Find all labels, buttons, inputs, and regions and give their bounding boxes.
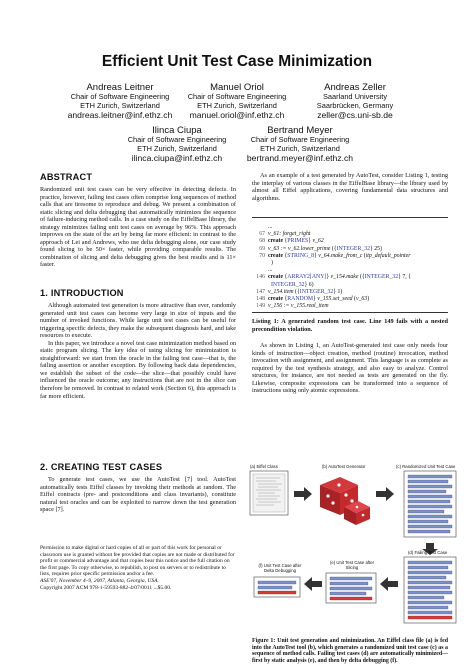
author-location: ETH Zurich, Switzerland [137, 143, 217, 153]
author-block-ciupa [120, 125, 234, 163]
copyright-footnote [40, 545, 236, 591]
arrow-b-to-c [376, 487, 394, 501]
creating-tests-text [40, 476, 236, 514]
figure-1 [248, 463, 460, 633]
conference-notice: ASE'07, November 4–9, 2007, Atlanta, Georgia, USA. [40, 577, 159, 584]
author-block-oriol [180, 82, 294, 120]
arrow-a-to-b [294, 487, 312, 501]
author-email[interactable]: andreas.leitner@inf.ethz.ch [67, 110, 173, 121]
abstract-paragraph: Randomized unit test cases can be very effective in detecting defects. In practice, however, failing test cases often comprise long sequences of method calls that are tiresome to reproduce and debug. We present a combination of static slicing and delta debugging that automatically minimizes the sequence of failure-inducing method calls. In a case study on the EiffelBase library, the strategy minimizes failing unit test cases on average by 96%. This approach improves on the state of the art by being far more efficient: in contrast to the approach of Lei and Andrews, who use delta debugging alone, our case study found slicing to be 50× faster, while providing comparable results. The combination of slicing and delta debugging gives the best results and is 11× faster. [40, 186, 236, 269]
right-intro-text [252, 172, 448, 202]
panel-b-label: (b) AutoTest Generator [322, 464, 366, 469]
author-affiliation: Chair of Software Engineering [250, 135, 350, 144]
code-line: 149 v_156 := v_155.real_item [256, 303, 329, 310]
example-paragraph: As an example of a test generated by AutoTest, consider Listing 1, testing the interplay of various classes in the EiffelBase library—the library used by almost all Eiffel applications, covering fundamental data structures and algorithms. [252, 172, 448, 202]
author-block-leitner [60, 82, 180, 120]
code-line: 148 create {RANDOM} v_155.set_seed (v_63) [256, 296, 370, 303]
code-line: 69 v_63 := v_62.lower_prime ({INTEGER_32} 25) [259, 245, 382, 252]
author-name: Andreas Leitner [86, 82, 154, 93]
arrow-d-to-e [380, 577, 398, 591]
code-line: 68 create {PRIMES} v_62 [259, 238, 324, 245]
right-body-text [252, 342, 448, 395]
listing-top-rule [252, 217, 448, 218]
author-name: Ilinca Ciupa [152, 125, 202, 136]
author-email[interactable]: zeller@cs.uni-sb.de [317, 110, 393, 121]
section-introduction-heading: 1. INTRODUCTION [40, 288, 124, 298]
eiffel-class-panel [250, 471, 288, 515]
author-affiliation: Chair of Software Engineering [187, 92, 287, 101]
author-email[interactable]: bertrand.meyer@inf.ethz.ch [246, 153, 354, 164]
permission-notice: Permission to make digital or hard copies of all or part of this work for personal or classroom use is granted without fee provided that copies are not made or distributed for profit or commercial advantage and that copies bear this notice and the full citation on the first page. To copy otherwise, to republish, to post on servers or to redistribute to lists, requires prior specific permission and/or a fee. [40, 545, 235, 578]
sliced-test-panel [326, 573, 376, 603]
author-name: Bertrand Meyer [267, 125, 333, 136]
creating-tests-paragraph: To generate test cases, we use the AutoTest [7] tool. AutoTest automatically tests Eiffel classes by invoking their methods at random. The Eiffel contracts (pre- and postconditions and class invariants), constitute natural test oracles and can be exploited to narrow down the test generation space [7]. [40, 476, 236, 514]
panel-e-label: (e) Unit Test Case after Slicing [329, 560, 375, 570]
abstract-heading: ABSTRACT [40, 172, 93, 182]
author-email[interactable]: manuel.oriol@inf.ethz.ch [189, 110, 285, 121]
arrow-e-to-f [304, 577, 322, 591]
code-line: 146 create {ARRAY2[ANY]} v_154.make ({INTEGER_32} 7, { [256, 274, 411, 281]
randomized-test-panel [404, 471, 456, 537]
author-location: ETH Zurich, Switzerland [260, 143, 340, 153]
code-line: ) [271, 260, 273, 267]
panel-f-label: (f) Unit Test Case after Delta Debugging [258, 563, 302, 573]
listing-1-code [255, 224, 451, 310]
author-location: Saarbrücken, Germany [316, 100, 394, 110]
section-creating-tests-heading: 2. CREATING TEST CASES [40, 462, 163, 472]
autotest-dice-panel [320, 477, 370, 525]
code-ellipsis: ... [268, 224, 273, 230]
code-line: INTEGER_32} 6) [271, 281, 314, 288]
listing-bottom-rule [252, 312, 448, 313]
panel-a-label: (a) Eiffel Class [250, 464, 278, 469]
figure-1-caption: Figure 1: Unit test generation and minimization. An Eiffel class file (a) is fed into the AutoTest tool (b), which generates a randomized unit test case (c) as a sequence of method calls. Failing test cases (d) are automatically minimized—first by static analysis (e), and then by delta debugging (f). [252, 638, 448, 664]
code-line: 70 create {STRING_8} v_64.make_from_c (itp_default_pointer [259, 252, 411, 259]
listing-caption: Listing 1: A generated random test case. Line 149 fails with a nested precondition violation. [252, 318, 448, 333]
author-location: ETH Zurich, Switzerland [197, 100, 277, 110]
author-block-zeller [296, 82, 414, 120]
introduction-text [40, 302, 236, 400]
author-name: Andreas Zeller [324, 82, 386, 93]
author-block-meyer [240, 125, 360, 163]
code-ellipsis: ... [268, 267, 273, 274]
panel-d-label: (d) Failing Test Case [408, 550, 448, 555]
author-affiliation: Chair of Software Engineering [70, 92, 170, 101]
abstract-text [40, 186, 236, 269]
figure-1-diagram [248, 463, 460, 633]
introduction-paragraph: In this paper, we introduce a novel test case minimization method based on static program slicing. The key idea of using slicing for minimization is straightforward: we start from the oracle in the failing test case—that is, the failing assertion or another exception. By following back data dependencies, we establish the subset of the code—the slice—that possibly could have influenced the oracle outcome; any instructions that are not in the slice can therefore be removed. In contrast to related work (Section 6), this approach is far more efficient. [40, 339, 236, 400]
paper-title: Efficient Unit Test Case Minimization [101, 53, 373, 70]
failing-test-panel [404, 557, 456, 623]
panel-c-label: (c) Randomized Unit Test Case [396, 464, 456, 469]
instruction-kinds-paragraph: As shown in Listing 1, an AutoTest-generated test case only needs four kinds of instruction—object creation, method (routine) invocation, method invocation with assignment, and assignment. This language is as complete as required by the test synthesis strategy, and also easy to analyze. Control structures, for instance, are not needed as tests are generated on the fly. Likewise, composite expressions can be transformed into a sequence of instructions using only atomic expressions. [252, 342, 448, 395]
author-affiliation: Chair of Software Engineering [127, 135, 227, 144]
author-email[interactable]: ilinca.ciupa@inf.ethz.ch [131, 153, 223, 164]
code-line: 147 v_154.item ({INTEGER_32} 1) [256, 288, 343, 295]
author-location: ETH Zurich, Switzerland [80, 100, 160, 110]
author-name: Manuel Oriol [210, 82, 264, 93]
code-line: 67 v_61: forget_right [259, 231, 311, 238]
delta-debugged-panel [254, 577, 300, 597]
copyright-notice: Copyright 2007 ACM 978-1-59593-882-4/07/0011 ...$5.00. [40, 584, 172, 591]
author-affiliation: Saarland University [322, 92, 388, 101]
introduction-paragraph: Although automated test generation is more attractive than ever, randomly generated unit test cases can become very large in size of inputs and the number of invoked functions. While large unit test cases can be useful for triggering specific defects, they make the subsequent diagnosis hard, and take resources to execute. [40, 302, 236, 340]
